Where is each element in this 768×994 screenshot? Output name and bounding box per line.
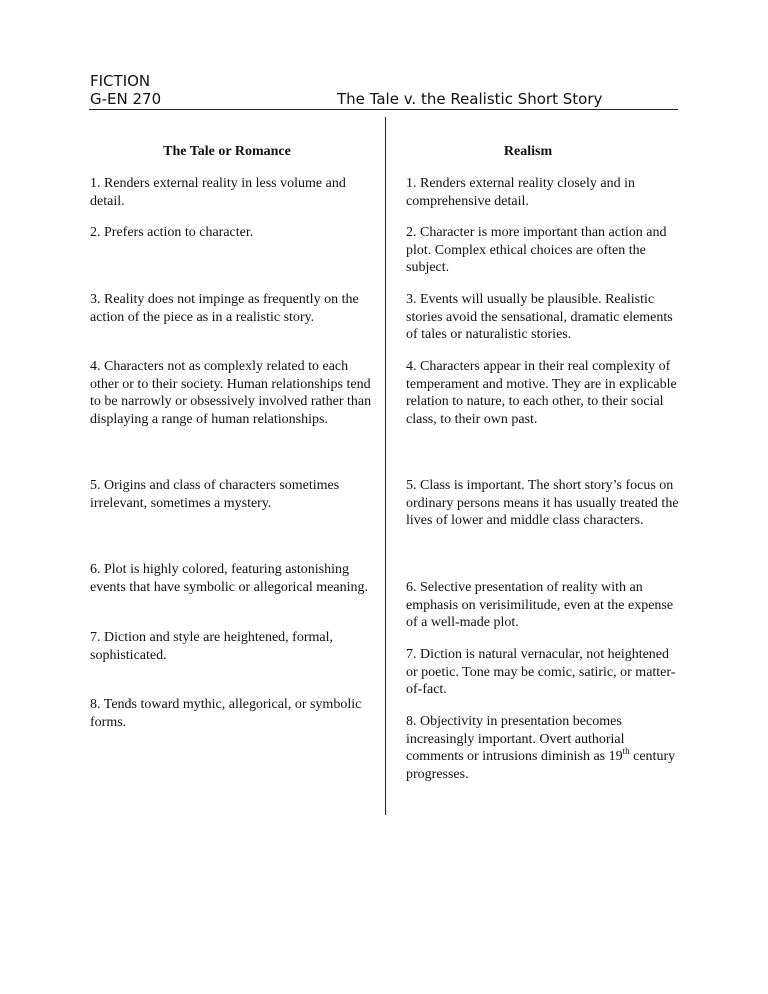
- left-item-6: 6. Plot is highly colored, featuring astonishing events that have symbolic or allegorical meaning.: [90, 562, 368, 595]
- course-code: G-EN 270: [90, 90, 162, 108]
- right-item-2: 2. Character is more important than action and plot. Complex ethical choices are often the subject.: [406, 225, 667, 275]
- left-item-2: 2. Prefers action to character.: [90, 225, 254, 240]
- right-item-6: 6. Selective presentation of reality with an emphasis on verisimilitude, even at the expense of a well-made plot.: [406, 580, 674, 630]
- header-rule: [89, 109, 678, 110]
- course-name: FICTION: [90, 72, 151, 90]
- right-item-8: [406, 713, 682, 783]
- right-item-1: 1. Renders external reality closely and in comprehensive detail.: [406, 176, 635, 209]
- left-item-5: 5. Origins and class of characters sometimes irrelevant, sometimes a mystery.: [90, 478, 340, 511]
- left-item-7: 7. Diction and style are heightened, formal, sophisticated.: [90, 630, 333, 663]
- right-item-8-text: 8. Objectivity in presentation becomes increasingly important. Overt authorial comments or intrusions diminish as 19: [406, 714, 625, 764]
- ordinal-superscript: th: [622, 746, 630, 756]
- left-item-1: 1. Renders external reality in less volume and detail.: [90, 176, 346, 209]
- right-item-4: 4. Characters appear in their real complexity of temperament and motive. They are in explicable relation to nature, to each other, to their social class, to their own past.: [406, 359, 677, 427]
- column-divider: [385, 117, 386, 815]
- document-title: The Tale v. the Realistic Short Story: [337, 90, 603, 108]
- right-item-8-tail: century progresses.: [406, 749, 676, 782]
- right-column-heading: Realism: [503, 144, 553, 159]
- right-item-7: 7. Diction is natural vernacular, not heightened or poetic. Tone may be comic, satiric, or matter-of-fact.: [406, 647, 676, 697]
- right-item-5: 5. Class is important. The short story’s focus on ordinary persons means it has usually treated the lives of lower and middle class characters.: [406, 478, 679, 528]
- left-item-4: 4. Characters not as complexly related to each other or to their society. Human relationships tend to be narrowly or obsessively involved rather than displaying a range of human relationships.: [90, 359, 372, 427]
- left-column-heading: The Tale or Romance: [163, 144, 291, 159]
- left-item-8: 8. Tends toward mythic, allegorical, or symbolic forms.: [90, 697, 362, 730]
- left-item-3: 3. Reality does not impinge as frequently on the action of the piece as in a realistic story.: [90, 292, 359, 325]
- right-item-3: 3. Events will usually be plausible. Realistic stories avoid the sensational, dramatic elements of tales or naturalistic stories.: [406, 292, 673, 342]
